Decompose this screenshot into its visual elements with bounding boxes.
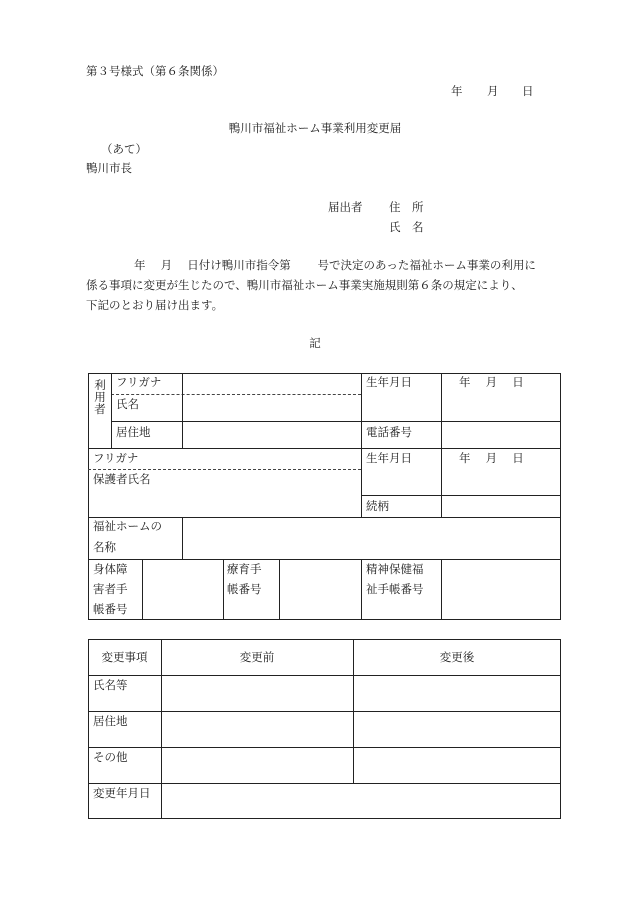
row-residence-label: 居住地 — [93, 714, 128, 728]
table1-vline-label-1 — [182, 373, 183, 448]
form-number: 第３号様式（第６条関係） — [86, 64, 224, 78]
date-day-label: 日 — [522, 84, 534, 98]
table1-hline-3 — [361, 495, 561, 496]
document-title: 鴨川市福祉ホーム事業利用変更届 — [228, 121, 402, 135]
ki-marker: 記 — [309, 336, 321, 350]
guardian-name-label: 保護者氏名 — [93, 472, 151, 486]
header-change-item: 変更事項 — [101, 650, 148, 664]
mental-book-line-1: 精神保健福 — [366, 562, 424, 576]
table2-border — [88, 639, 561, 819]
birth-date-value: 年 月 日 — [459, 375, 524, 389]
table1-vline-b1 — [142, 559, 143, 620]
body-line-3: 下記のとおり届け出ます。 — [86, 298, 224, 312]
user-label-char-3: 者 — [94, 402, 106, 416]
table2-hline-2 — [88, 711, 561, 712]
disability-book-line-1: 身体障 — [93, 562, 128, 576]
mental-book-line-2: 祉手帳番号 — [366, 582, 424, 596]
furigana-label: フリガナ — [116, 375, 162, 389]
table1-vline-b5 — [441, 559, 442, 620]
table1-dashed-line-1 — [111, 394, 361, 395]
table1-vline-right — [441, 373, 442, 517]
table2-hline-4 — [88, 783, 561, 784]
table1-hline-5 — [88, 559, 561, 560]
rehab-book-line-2: 帳番号 — [227, 582, 262, 596]
relation-label: 続柄 — [366, 499, 389, 513]
table1-hline-4 — [88, 517, 561, 518]
header-before: 変更前 — [239, 650, 275, 664]
row-other-label: その他 — [93, 750, 128, 764]
residence-label: 居住地 — [116, 425, 151, 439]
guardian-birth-date-value: 年 月 日 — [459, 451, 524, 465]
table1-vline-label-2 — [182, 517, 183, 559]
body-line-2: 係る事項に変更が生じたので、鴨川市福祉ホーム事業実施規則第６条の規定により、 — [86, 278, 523, 292]
user-label — [93, 379, 107, 415]
table1-vline-b2 — [223, 559, 224, 620]
disability-book-line-3: 帳番号 — [93, 602, 128, 616]
table1-vline-b3 — [279, 559, 280, 620]
guardian-birth-date-label: 生年月日 — [366, 451, 412, 465]
addressee-prefix: （あて） — [101, 142, 147, 156]
birth-date-label: 生年月日 — [366, 375, 412, 389]
guardian-furigana-label: フリガナ — [93, 451, 139, 465]
table1-vline-user — [111, 373, 112, 448]
header-after: 変更後 — [439, 650, 475, 664]
table1-border — [88, 373, 561, 620]
name-label: 氏名 — [116, 397, 139, 411]
home-name-label-line-2: 名称 — [93, 540, 116, 554]
addressee-name: 鴨川市長 — [86, 161, 132, 175]
change-date-label: 変更年月日 — [93, 786, 151, 800]
applicant-role: 届出者 — [328, 200, 363, 214]
table1-dashed-line-2 — [88, 469, 361, 470]
phone-label: 電話番号 — [366, 425, 412, 439]
table2-hline-3 — [88, 747, 561, 748]
body-line-1: 年 月 日付け鴨川市指令第 号で決定のあった福祉ホーム事業の利用に — [134, 258, 536, 272]
user-label-char-2: 用 — [94, 390, 106, 404]
date-year-label: 年 — [451, 84, 463, 98]
row-name-label: 氏名等 — [93, 678, 128, 692]
rehab-book-line-1: 療育手 — [227, 562, 262, 576]
table1-vline-b4 — [361, 559, 362, 620]
date-month-label: 月 — [487, 84, 499, 98]
disability-book-line-2: 害者手 — [93, 582, 128, 596]
home-name-label-line-1: 福祉ホームの — [93, 519, 162, 533]
applicant-address-label: 住 所 — [389, 200, 424, 214]
table2-vline-1 — [161, 639, 162, 819]
table1-hline-1 — [111, 421, 561, 422]
table1-hline-2 — [88, 448, 561, 449]
user-label-char-1: 利 — [94, 378, 106, 392]
table2-hline-1 — [88, 675, 561, 676]
table1-vline-mid — [361, 373, 362, 517]
applicant-name-label: 氏 名 — [389, 220, 424, 234]
